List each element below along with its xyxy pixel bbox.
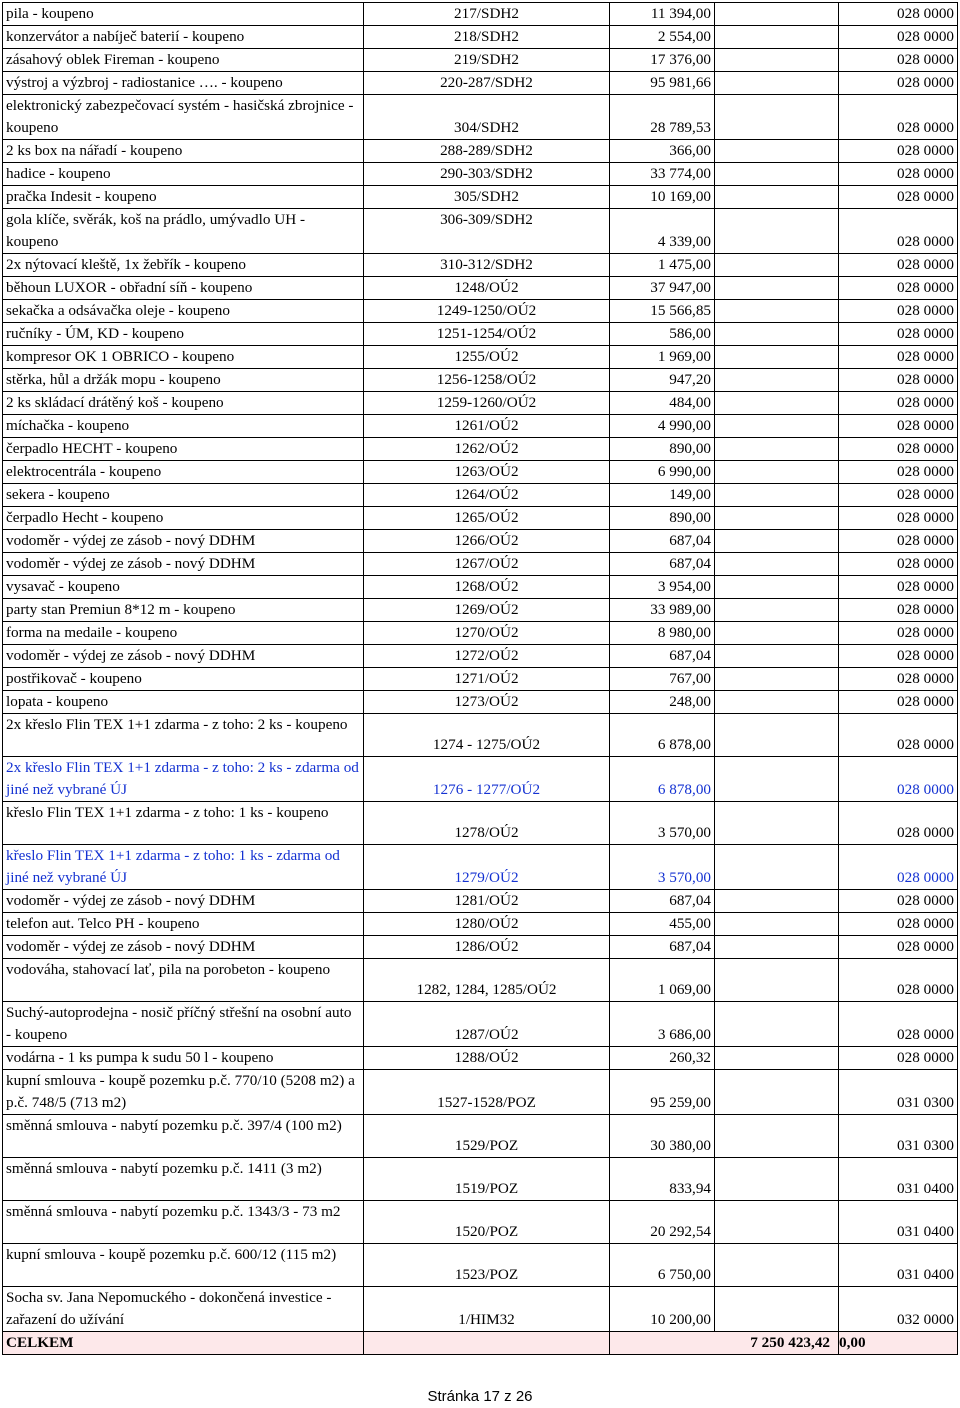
total-empty-cell <box>364 1332 610 1355</box>
document-reference: 288-289/SDH2 <box>364 140 610 163</box>
account-number: 028 0000 <box>839 691 958 714</box>
document-reference: 1287/OÚ2 <box>364 1002 610 1047</box>
item-amount: 4 990,00 <box>610 415 715 438</box>
empty-cell <box>715 668 839 691</box>
account-number: 028 0000 <box>839 26 958 49</box>
item-amount: 3 570,00 <box>610 845 715 890</box>
item-description: pila - koupeno <box>3 3 364 26</box>
empty-cell <box>715 802 839 845</box>
ledger-body <box>3 3 958 1332</box>
empty-cell <box>715 95 839 140</box>
table-row <box>3 622 958 645</box>
item-amount: 2 554,00 <box>610 26 715 49</box>
document-reference: 310-312/SDH2 <box>364 254 610 277</box>
empty-cell <box>715 553 839 576</box>
item-amount: 20 292,54 <box>610 1201 715 1244</box>
account-number: 028 0000 <box>839 140 958 163</box>
document-reference: 1264/OÚ2 <box>364 484 610 507</box>
table-row <box>3 845 958 890</box>
table-row <box>3 163 958 186</box>
document-reference: 218/SDH2 <box>364 26 610 49</box>
document-reference: 1527-1528/POZ <box>364 1070 610 1115</box>
item-amount: 6 878,00 <box>610 714 715 757</box>
account-number: 028 0000 <box>839 438 958 461</box>
table-row <box>3 507 958 530</box>
table-row <box>3 936 958 959</box>
empty-cell <box>715 346 839 369</box>
account-number: 028 0000 <box>839 936 958 959</box>
empty-cell <box>715 140 839 163</box>
table-row <box>3 72 958 95</box>
account-number: 031 0400 <box>839 1158 958 1201</box>
document-reference: 219/SDH2 <box>364 49 610 72</box>
empty-cell <box>715 714 839 757</box>
account-number: 031 0400 <box>839 1244 958 1287</box>
document-reference: 1270/OÚ2 <box>364 622 610 645</box>
item-description: vodárna - 1 ks pumpa k sudu 50 l - koupeno <box>3 1047 364 1070</box>
account-number: 028 0000 <box>839 163 958 186</box>
item-description: elektronický zabezpečovací systém - hasičská zbrojnice - koupeno <box>3 95 364 140</box>
account-number: 028 0000 <box>839 186 958 209</box>
item-amount: 33 774,00 <box>610 163 715 186</box>
empty-cell <box>715 186 839 209</box>
item-description: kupní smlouva - koupě pozemku p.č. 770/10 (5208 m2) a p.č. 748/5 (713 m2) <box>3 1070 364 1115</box>
table-row <box>3 1115 958 1158</box>
account-number: 028 0000 <box>839 757 958 802</box>
item-amount: 767,00 <box>610 668 715 691</box>
document-reference: 1281/OÚ2 <box>364 890 610 913</box>
empty-cell <box>715 484 839 507</box>
empty-cell <box>715 622 839 645</box>
table-row <box>3 209 958 254</box>
account-number: 028 0000 <box>839 845 958 890</box>
empty-cell <box>715 415 839 438</box>
total-zero: 0,00 <box>839 1332 958 1355</box>
document-reference: 306-309/SDH2 <box>364 209 610 254</box>
item-description: zásahový oblek Fireman - koupeno <box>3 49 364 72</box>
item-amount: 890,00 <box>610 507 715 530</box>
table-row <box>3 1158 958 1201</box>
account-number: 031 0400 <box>839 1201 958 1244</box>
empty-cell <box>715 1158 839 1201</box>
document-reference: 305/SDH2 <box>364 186 610 209</box>
empty-cell <box>715 890 839 913</box>
item-description: ručníky - ÚM, KD - koupeno <box>3 323 364 346</box>
account-number: 031 0300 <box>839 1115 958 1158</box>
item-description: kompresor OK 1 OBRICO - koupeno <box>3 346 364 369</box>
table-row <box>3 890 958 913</box>
table-row <box>3 369 958 392</box>
table-row <box>3 95 958 140</box>
empty-cell <box>715 691 839 714</box>
empty-cell <box>715 1201 839 1244</box>
item-amount: 10 200,00 <box>610 1287 715 1332</box>
document-reference: 1266/OÚ2 <box>364 530 610 553</box>
item-amount: 10 169,00 <box>610 186 715 209</box>
document-reference: 1265/OÚ2 <box>364 507 610 530</box>
empty-cell <box>715 936 839 959</box>
item-amount: 4 339,00 <box>610 209 715 254</box>
empty-cell <box>715 438 839 461</box>
item-amount: 28 789,53 <box>610 95 715 140</box>
table-row <box>3 913 958 936</box>
account-number: 028 0000 <box>839 323 958 346</box>
item-amount: 687,04 <box>610 645 715 668</box>
account-number: 028 0000 <box>839 415 958 438</box>
account-number: 028 0000 <box>839 300 958 323</box>
account-number: 028 0000 <box>839 599 958 622</box>
table-row <box>3 645 958 668</box>
account-number: 028 0000 <box>839 277 958 300</box>
empty-cell <box>715 1070 839 1115</box>
empty-cell <box>715 277 839 300</box>
account-number: 028 0000 <box>839 507 958 530</box>
table-row <box>3 1201 958 1244</box>
item-amount: 687,04 <box>610 553 715 576</box>
account-number: 028 0000 <box>839 49 958 72</box>
document-reference: 1529/POZ <box>364 1115 610 1158</box>
account-number: 028 0000 <box>839 346 958 369</box>
item-description: vodoměr - výdej ze zásob - nový DDHM <box>3 890 364 913</box>
table-row <box>3 26 958 49</box>
item-amount: 947,20 <box>610 369 715 392</box>
table-row <box>3 1047 958 1070</box>
item-amount: 455,00 <box>610 913 715 936</box>
document-reference: 1288/OÚ2 <box>364 1047 610 1070</box>
document-reference: 220-287/SDH2 <box>364 72 610 95</box>
account-number: 028 0000 <box>839 72 958 95</box>
item-amount: 8 980,00 <box>610 622 715 645</box>
document-reference: 1523/POZ <box>364 1244 610 1287</box>
document-reference: 1248/OÚ2 <box>364 277 610 300</box>
item-description: 2x nýtovací kleště, 1x žebřík - koupeno <box>3 254 364 277</box>
item-description: kupní smlouva - koupě pozemku p.č. 600/12 (115 m2) <box>3 1244 364 1287</box>
item-description: křeslo Flin TEX 1+1 zdarma - z toho: 1 ks - koupeno <box>3 802 364 845</box>
item-description: čerpadlo Hecht - koupeno <box>3 507 364 530</box>
document-reference: 1263/OÚ2 <box>364 461 610 484</box>
item-amount: 17 376,00 <box>610 49 715 72</box>
document-reference: 1272/OÚ2 <box>364 645 610 668</box>
account-number: 028 0000 <box>839 890 958 913</box>
empty-cell <box>715 369 839 392</box>
table-row <box>3 802 958 845</box>
table-row <box>3 461 958 484</box>
item-amount: 37 947,00 <box>610 277 715 300</box>
table-row <box>3 392 958 415</box>
empty-cell <box>715 1115 839 1158</box>
document-reference: 1276 - 1277/OÚ2 <box>364 757 610 802</box>
document-reference: 1271/OÚ2 <box>364 668 610 691</box>
item-amount: 586,00 <box>610 323 715 346</box>
item-description: pračka Indesit - koupeno <box>3 186 364 209</box>
item-description: 2 ks skládací drátěný koš - koupeno <box>3 392 364 415</box>
table-row <box>3 3 958 26</box>
account-number: 028 0000 <box>839 461 958 484</box>
account-number: 028 0000 <box>839 576 958 599</box>
account-number: 031 0300 <box>839 1070 958 1115</box>
document-reference: 1267/OÚ2 <box>364 553 610 576</box>
item-amount: 1 475,00 <box>610 254 715 277</box>
account-number: 028 0000 <box>839 645 958 668</box>
account-number: 028 0000 <box>839 553 958 576</box>
table-row <box>3 599 958 622</box>
empty-cell <box>715 163 839 186</box>
account-number: 028 0000 <box>839 959 958 1002</box>
item-description: směnná smlouva - nabytí pozemku p.č. 397/4 (100 m2) <box>3 1115 364 1158</box>
account-number: 032 0000 <box>839 1287 958 1332</box>
account-number: 028 0000 <box>839 1002 958 1047</box>
item-description: konzervátor a nabíječ baterií - koupeno <box>3 26 364 49</box>
empty-cell <box>715 1047 839 1070</box>
account-number: 028 0000 <box>839 802 958 845</box>
item-amount: 890,00 <box>610 438 715 461</box>
document-reference: 1280/OÚ2 <box>364 913 610 936</box>
item-description: vysavač - koupeno <box>3 576 364 599</box>
table-row <box>3 415 958 438</box>
table-row <box>3 484 958 507</box>
item-amount: 260,32 <box>610 1047 715 1070</box>
item-description: vodováha, stahovací lať, pila na porobeton - koupeno <box>3 959 364 1002</box>
empty-cell <box>715 3 839 26</box>
item-amount: 6 990,00 <box>610 461 715 484</box>
item-amount: 6 878,00 <box>610 757 715 802</box>
table-row <box>3 49 958 72</box>
table-row <box>3 757 958 802</box>
item-description: čerpadlo HECHT - koupeno <box>3 438 364 461</box>
table-row <box>3 1287 958 1332</box>
empty-cell <box>715 645 839 668</box>
table-row <box>3 668 958 691</box>
item-description: gola klíče, svěrák, koš na prádlo, umývadlo UH - koupeno <box>3 209 364 254</box>
table-row <box>3 300 958 323</box>
table-row <box>3 1002 958 1047</box>
item-amount: 11 394,00 <box>610 3 715 26</box>
document-reference: 1249-1250/OÚ2 <box>364 300 610 323</box>
empty-cell <box>715 461 839 484</box>
table-row <box>3 576 958 599</box>
item-description: vodoměr - výdej ze zásob - nový DDHM <box>3 530 364 553</box>
item-description: 2x křeslo Flin TEX 1+1 zdarma - z toho: 2 ks - koupeno <box>3 714 364 757</box>
table-row <box>3 277 958 300</box>
empty-cell <box>715 26 839 49</box>
item-amount: 687,04 <box>610 890 715 913</box>
item-description: 2x křeslo Flin TEX 1+1 zdarma - z toho: 2 ks - zdarma od jiné než vybrané ÚJ <box>3 757 364 802</box>
empty-cell <box>715 300 839 323</box>
item-description: sekačka a odsávačka oleje - koupeno <box>3 300 364 323</box>
page-footer: Stránka 17 z 26 <box>427 1388 533 1405</box>
document-reference: 1279/OÚ2 <box>364 845 610 890</box>
empty-cell <box>715 576 839 599</box>
document-reference: 1256-1258/OÚ2 <box>364 369 610 392</box>
account-number: 028 0000 <box>839 392 958 415</box>
asset-ledger-table <box>2 2 958 1355</box>
item-amount: 30 380,00 <box>610 1115 715 1158</box>
account-number: 028 0000 <box>839 484 958 507</box>
account-number: 028 0000 <box>839 913 958 936</box>
item-description: směnná smlouva - nabytí pozemku p.č. 1343/3 - 73 m2 <box>3 1201 364 1244</box>
document-reference: 1286/OÚ2 <box>364 936 610 959</box>
account-number: 028 0000 <box>839 1047 958 1070</box>
item-description: míchačka - koupeno <box>3 415 364 438</box>
empty-cell <box>715 959 839 1002</box>
document-reference: 304/SDH2 <box>364 95 610 140</box>
account-number: 028 0000 <box>839 622 958 645</box>
item-description: elektrocentrála - koupeno <box>3 461 364 484</box>
account-number: 028 0000 <box>839 530 958 553</box>
empty-cell <box>715 845 839 890</box>
account-number: 028 0000 <box>839 254 958 277</box>
item-description: postřikovač - koupeno <box>3 668 364 691</box>
document-reference: 1/HIM32 <box>364 1287 610 1332</box>
item-amount: 484,00 <box>610 392 715 415</box>
item-amount: 6 750,00 <box>610 1244 715 1287</box>
document-reference: 1268/OÚ2 <box>364 576 610 599</box>
empty-cell <box>715 254 839 277</box>
item-amount: 3 570,00 <box>610 802 715 845</box>
account-number: 028 0000 <box>839 3 958 26</box>
empty-cell <box>715 1287 839 1332</box>
empty-cell <box>715 507 839 530</box>
item-amount: 3 954,00 <box>610 576 715 599</box>
item-description: 2 ks box na nářadí - koupeno <box>3 140 364 163</box>
empty-cell <box>715 72 839 95</box>
item-amount: 1 069,00 <box>610 959 715 1002</box>
account-number: 028 0000 <box>839 369 958 392</box>
empty-cell <box>715 392 839 415</box>
table-row <box>3 140 958 163</box>
table-row <box>3 714 958 757</box>
item-amount: 33 989,00 <box>610 599 715 622</box>
item-description: hadice - koupeno <box>3 163 364 186</box>
account-number: 028 0000 <box>839 209 958 254</box>
item-amount: 248,00 <box>610 691 715 714</box>
item-description: lopata - koupeno <box>3 691 364 714</box>
item-amount: 687,04 <box>610 530 715 553</box>
item-description: vodoměr - výdej ze zásob - nový DDHM <box>3 553 364 576</box>
empty-cell <box>715 1244 839 1287</box>
table-row <box>3 959 958 1002</box>
document-reference: 290-303/SDH2 <box>364 163 610 186</box>
item-description: směnná smlouva - nabytí pozemku p.č. 1411 (3 m2) <box>3 1158 364 1201</box>
document-reference: 1273/OÚ2 <box>364 691 610 714</box>
item-description: vodoměr - výdej ze zásob - nový DDHM <box>3 645 364 668</box>
item-amount: 1 969,00 <box>610 346 715 369</box>
item-description: sekera - koupeno <box>3 484 364 507</box>
table-row <box>3 438 958 461</box>
table-row <box>3 530 958 553</box>
item-description: forma na medaile - koupeno <box>3 622 364 645</box>
item-amount: 3 686,00 <box>610 1002 715 1047</box>
document-reference: 1278/OÚ2 <box>364 802 610 845</box>
item-amount: 366,00 <box>610 140 715 163</box>
document-reference: 1282, 1284, 1285/OÚ2 <box>364 959 610 1002</box>
item-amount: 149,00 <box>610 484 715 507</box>
document-reference: 1262/OÚ2 <box>364 438 610 461</box>
table-row <box>3 254 958 277</box>
document-reference: 1269/OÚ2 <box>364 599 610 622</box>
empty-cell <box>715 209 839 254</box>
document-reference: 1519/POZ <box>364 1158 610 1201</box>
empty-cell <box>715 323 839 346</box>
table-row <box>3 553 958 576</box>
item-description: stěrka, hůl a držák mopu - koupeno <box>3 369 364 392</box>
account-number: 028 0000 <box>839 668 958 691</box>
item-description: křeslo Flin TEX 1+1 zdarma - z toho: 1 ks - zdarma od jiné než vybrané ÚJ <box>3 845 364 890</box>
empty-cell <box>715 599 839 622</box>
table-row <box>3 1244 958 1287</box>
item-description: Suchý-autoprodejna - nosič příčný střešní na osobní auto - koupeno <box>3 1002 364 1047</box>
empty-cell <box>715 530 839 553</box>
total-label: CELKEM <box>3 1332 364 1355</box>
item-description: vodoměr - výdej ze zásob - nový DDHM <box>3 936 364 959</box>
item-description: Socha sv. Jana Nepomuckého - dokončená investice - zařazení do užívání <box>3 1287 364 1332</box>
document-reference: 217/SDH2 <box>364 3 610 26</box>
empty-cell <box>715 49 839 72</box>
document-reference: 1274 - 1275/OÚ2 <box>364 714 610 757</box>
total-amount: 7 250 423,42 <box>610 1332 839 1355</box>
table-row <box>3 323 958 346</box>
table-row <box>3 186 958 209</box>
item-amount: 833,94 <box>610 1158 715 1201</box>
empty-cell <box>715 913 839 936</box>
item-description: běhoun LUXOR - obřadní síň - koupeno <box>3 277 364 300</box>
empty-cell <box>715 1002 839 1047</box>
table-row <box>3 346 958 369</box>
account-number: 028 0000 <box>839 714 958 757</box>
document-reference: 1255/OÚ2 <box>364 346 610 369</box>
document-reference: 1520/POZ <box>364 1201 610 1244</box>
account-number: 028 0000 <box>839 95 958 140</box>
total-row <box>3 1332 958 1355</box>
item-amount: 95 981,66 <box>610 72 715 95</box>
table-row <box>3 1070 958 1115</box>
table-row <box>3 691 958 714</box>
item-description: telefon aut. Telco PH - koupeno <box>3 913 364 936</box>
document-reference: 1261/OÚ2 <box>364 415 610 438</box>
document-reference: 1251-1254/OÚ2 <box>364 323 610 346</box>
item-amount: 95 259,00 <box>610 1070 715 1115</box>
item-amount: 15 566,85 <box>610 300 715 323</box>
item-amount: 687,04 <box>610 936 715 959</box>
document-reference: 1259-1260/OÚ2 <box>364 392 610 415</box>
item-description: party stan Premiun 8*12 m - koupeno <box>3 599 364 622</box>
item-description: výstroj a výzbroj - radiostanice …. - koupeno <box>3 72 364 95</box>
empty-cell <box>715 757 839 802</box>
